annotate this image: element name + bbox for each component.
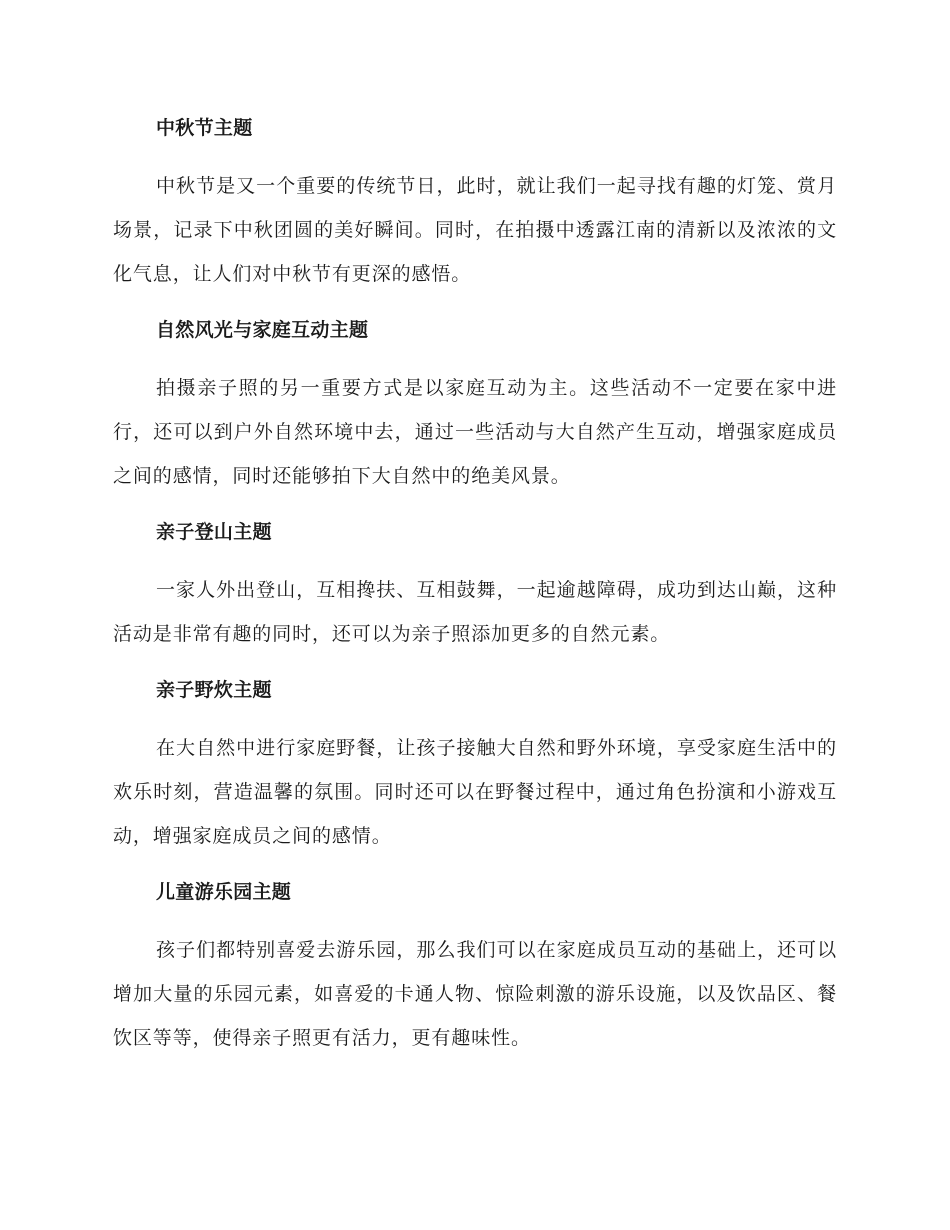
- section-mid-autumn: [113, 112, 837, 296]
- section-paragraph: 中秋节是又一个重要的传统节日，此时，就让我们一起寻找有趣的灯笼、赏月场景，记录下中秋团圆的美好瞬间。同时，在拍摄中透露江南的清新以及浓浓的文化气息，让人们对中秋节有更深的感悟。: [113, 175, 837, 285]
- section-hiking: [113, 516, 837, 656]
- section-nature-family: [113, 314, 837, 498]
- section-picnic: [113, 674, 837, 858]
- section-heading: 儿童游乐园主题: [156, 881, 292, 903]
- section-heading: 亲子野炊主题: [156, 679, 272, 701]
- section-heading: 中秋节主题: [156, 117, 253, 139]
- section-amusement-park: [113, 876, 837, 1060]
- section-paragraph: 在大自然中进行家庭野餐，让孩子接触大自然和野外环境，享受家庭生活中的欢乐时刻，营造温馨的氛围。同时还可以在野餐过程中，通过角色扮演和小游戏互动，增强家庭成员之间的感情。: [113, 737, 837, 847]
- section-paragraph: 一家人外出登山，互相搀扶、互相鼓舞，一起逾越障碍，成功到达山巅，这种活动是非常有趣的同时，还可以为亲子照添加更多的自然元素。: [113, 579, 837, 645]
- section-paragraph: 孩子们都特别喜爱去游乐园，那么我们可以在家庭成员互动的基础上，还可以增加大量的乐园元素，如喜爱的卡通人物、惊险刺激的游乐设施，以及饮品区、餐饮区等等，使得亲子照更有活力，更有趣味性。: [113, 939, 837, 1049]
- section-heading: 自然风光与家庭互动主题: [156, 319, 369, 341]
- section-heading: 亲子登山主题: [156, 521, 272, 543]
- section-paragraph: 拍摄亲子照的另一重要方式是以家庭互动为主。这些活动不一定要在家中进行，还可以到户外自然环境中去，通过一些活动与大自然产生互动，增强家庭成员之间的感情，同时还能够拍下大自然中的绝美风景。: [113, 377, 837, 487]
